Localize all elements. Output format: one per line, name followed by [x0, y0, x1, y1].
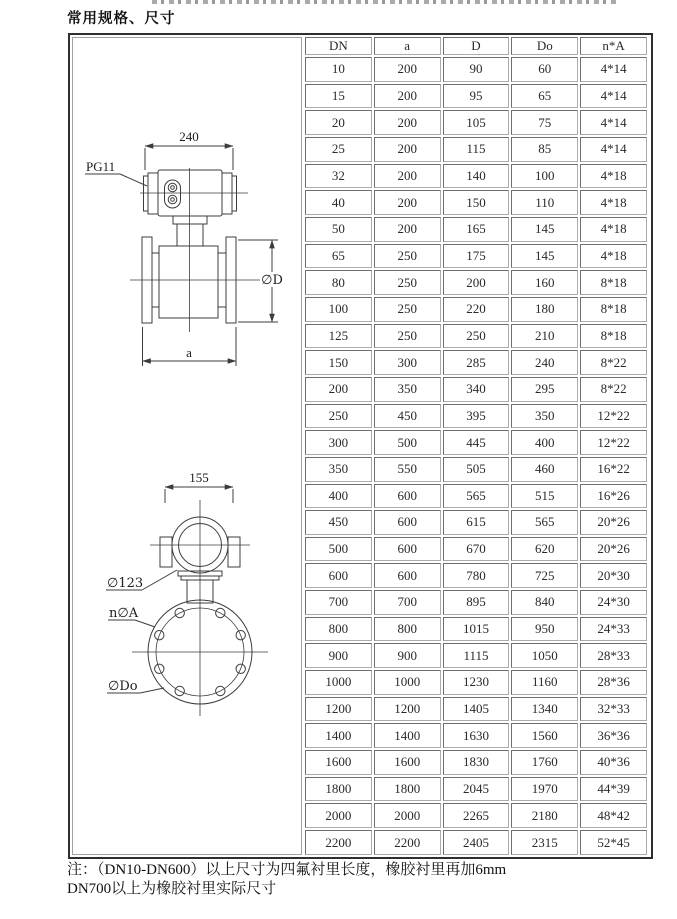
table-row [305, 643, 647, 668]
table-cell: 200 [374, 137, 441, 162]
table-cell: 350 [305, 457, 372, 482]
table-row [305, 510, 647, 535]
table-cell: 4*18 [580, 244, 647, 269]
table-row [305, 217, 647, 242]
table-cell: 250 [374, 324, 441, 349]
table-cell: 670 [443, 537, 510, 562]
table-cell: 250 [305, 404, 372, 429]
table-cell: 20*26 [580, 537, 647, 562]
table-cell: 1050 [511, 643, 578, 668]
table-cell: 900 [374, 643, 441, 668]
table-cell: 175 [443, 244, 510, 269]
table-cell: 300 [305, 430, 372, 455]
pg11-label: PG11 [86, 159, 116, 174]
table-row [305, 457, 647, 482]
table-cell: 20 [305, 110, 372, 135]
table-cell: 40*36 [580, 750, 647, 775]
table-cell: 24*30 [580, 590, 647, 615]
table-row [305, 803, 647, 828]
table-cell: 700 [305, 590, 372, 615]
table-cell: 300 [374, 350, 441, 375]
col-header-d: D [443, 37, 510, 55]
table-cell: 2315 [511, 830, 578, 855]
table-cell: 800 [374, 617, 441, 642]
table-cell: 600 [374, 510, 441, 535]
dim-length-a-label: a [186, 345, 192, 360]
converter-dia-label: ∅123 [107, 576, 144, 591]
table-cell: 80 [305, 270, 372, 295]
table-cell: 200 [374, 57, 441, 82]
table-row [305, 617, 647, 642]
table-cell: 1800 [374, 777, 441, 802]
note-line-2: DN700以上为橡胶衬里实际尺寸 [67, 881, 277, 897]
table-cell: 700 [374, 590, 441, 615]
table-cell: 12*22 [580, 404, 647, 429]
table-cell: 1200 [305, 697, 372, 722]
table-cell: 1230 [443, 670, 510, 695]
clipped-title-remnant [152, 0, 620, 4]
table-cell: 95 [443, 84, 510, 109]
cable-gland-icon [168, 195, 177, 204]
table-cell: 780 [443, 563, 510, 588]
bolt-circle-label: ∅Do [108, 679, 138, 694]
table-cell: 4*18 [580, 217, 647, 242]
table-cell: 200 [374, 190, 441, 215]
table-cell: 20*26 [580, 510, 647, 535]
table-cell: 90 [443, 57, 510, 82]
table-cell: 250 [443, 324, 510, 349]
table-cell: 4*14 [580, 137, 647, 162]
side-view-drawing [85, 129, 283, 366]
table-cell: 145 [511, 244, 578, 269]
spec-table-body [305, 57, 647, 855]
table-row [305, 110, 647, 135]
table-row [305, 830, 647, 855]
table-cell: 550 [374, 457, 441, 482]
table-cell: 400 [511, 430, 578, 455]
table-row [305, 84, 647, 109]
table-cell: 8*18 [580, 324, 647, 349]
table-cell: 2405 [443, 830, 510, 855]
table-cell: 340 [443, 377, 510, 402]
table-row [305, 430, 647, 455]
table-cell: 450 [374, 404, 441, 429]
table-cell: 800 [305, 617, 372, 642]
table-cell: 1760 [511, 750, 578, 775]
table-cell: 32*33 [580, 697, 647, 722]
table-cell: 600 [305, 563, 372, 588]
table-cell: 4*14 [580, 57, 647, 82]
table-cell: 460 [511, 457, 578, 482]
table-cell: 60 [511, 57, 578, 82]
table-cell: 1830 [443, 750, 510, 775]
table-cell: 25 [305, 137, 372, 162]
table-row [305, 297, 647, 322]
table-cell: 1400 [305, 723, 372, 748]
table-row [305, 723, 647, 748]
flowmeter-drawings [70, 35, 303, 853]
table-cell: 295 [511, 377, 578, 402]
table-cell: 1115 [443, 643, 510, 668]
table-cell: 200 [374, 84, 441, 109]
table-cell: 200 [443, 270, 510, 295]
table-cell: 165 [443, 217, 510, 242]
spec-table [303, 35, 649, 857]
table-cell: 1200 [374, 697, 441, 722]
table-cell: 1015 [443, 617, 510, 642]
table-cell: 2000 [374, 803, 441, 828]
table-cell: 950 [511, 617, 578, 642]
table-cell: 150 [305, 350, 372, 375]
table-cell: 100 [305, 297, 372, 322]
table-cell: 350 [374, 377, 441, 402]
table-cell: 110 [511, 190, 578, 215]
table-cell: 840 [511, 590, 578, 615]
table-cell: 600 [374, 484, 441, 509]
table-cell: 8*18 [580, 270, 647, 295]
table-cell: 1630 [443, 723, 510, 748]
table-cell: 600 [374, 537, 441, 562]
table-cell: 40 [305, 190, 372, 215]
table-cell: 2200 [374, 830, 441, 855]
table-cell: 350 [511, 404, 578, 429]
table-cell: 50 [305, 217, 372, 242]
table-cell: 15 [305, 84, 372, 109]
cable-gland-icon [168, 183, 177, 192]
table-cell: 615 [443, 510, 510, 535]
table-cell: 36*36 [580, 723, 647, 748]
bolt-holes-label: n∅A [109, 606, 139, 621]
table-cell: 1400 [374, 723, 441, 748]
table-cell: 1600 [305, 750, 372, 775]
table-row [305, 750, 647, 775]
table-row [305, 324, 647, 349]
table-cell: 20*30 [580, 563, 647, 588]
table-row [305, 137, 647, 162]
table-cell: 4*14 [580, 110, 647, 135]
table-cell: 32 [305, 164, 372, 189]
table-row [305, 270, 647, 295]
col-header-do: Do [511, 37, 578, 55]
table-cell: 1600 [374, 750, 441, 775]
table-cell: 75 [511, 110, 578, 135]
table-cell: 125 [305, 324, 372, 349]
table-cell: 200 [305, 377, 372, 402]
table-row [305, 537, 647, 562]
table-cell: 450 [305, 510, 372, 535]
table-cell: 900 [305, 643, 372, 668]
table-cell: 4*14 [580, 84, 647, 109]
table-cell: 8*22 [580, 350, 647, 375]
table-cell: 725 [511, 563, 578, 588]
table-cell: 565 [511, 510, 578, 535]
table-cell: 565 [443, 484, 510, 509]
table-cell: 12*22 [580, 430, 647, 455]
table-cell: 28*36 [580, 670, 647, 695]
table-row [305, 590, 647, 615]
table-cell: 210 [511, 324, 578, 349]
table-row [305, 563, 647, 588]
table-cell: 4*18 [580, 164, 647, 189]
table-cell: 16*26 [580, 484, 647, 509]
table-cell: 24*33 [580, 617, 647, 642]
table-cell: 250 [374, 297, 441, 322]
table-row [305, 57, 647, 82]
table-row [305, 404, 647, 429]
bolt-holes-leader [108, 620, 155, 627]
table-cell: 895 [443, 590, 510, 615]
table-row [305, 484, 647, 509]
table-cell: 2200 [305, 830, 372, 855]
table-cell: 4*18 [580, 190, 647, 215]
note-line-1: 注：（DN10-DN600）以上尺寸为四氟衬里长度，橡胶衬里再加6mm [67, 862, 507, 878]
converter-housing [140, 170, 248, 216]
table-cell: 220 [443, 297, 510, 322]
table-cell: 1000 [305, 670, 372, 695]
table-cell: 145 [511, 217, 578, 242]
table-cell: 150 [443, 190, 510, 215]
table-cell: 445 [443, 430, 510, 455]
table-cell: 500 [305, 537, 372, 562]
table-cell: 100 [511, 164, 578, 189]
section-title: 常用规格、尺寸 [67, 11, 176, 27]
table-cell: 2000 [305, 803, 372, 828]
table-cell: 8*18 [580, 297, 647, 322]
spec-figure [68, 33, 653, 859]
table-cell: 620 [511, 537, 578, 562]
table-cell: 16*22 [580, 457, 647, 482]
table-cell: 285 [443, 350, 510, 375]
table-cell: 500 [374, 430, 441, 455]
table-cell: 1160 [511, 670, 578, 695]
table-cell: 1560 [511, 723, 578, 748]
pg11-leader [85, 174, 147, 186]
dim-flange-diameter-label: ∅D [261, 273, 283, 288]
dim-155-label: 155 [189, 470, 209, 485]
table-cell: 140 [443, 164, 510, 189]
table-cell: 65 [305, 244, 372, 269]
dim-240 [145, 146, 233, 170]
table-cell: 65 [511, 84, 578, 109]
dim-240-label: 240 [179, 129, 199, 144]
table-cell: 250 [374, 244, 441, 269]
sensor-body [130, 237, 260, 323]
table-cell: 115 [443, 137, 510, 162]
table-cell: 180 [511, 297, 578, 322]
table-cell: 48*42 [580, 803, 647, 828]
table-cell: 600 [374, 563, 441, 588]
table-cell: 200 [374, 110, 441, 135]
table-row [305, 190, 647, 215]
table-row [305, 164, 647, 189]
table-cell: 2180 [511, 803, 578, 828]
table-cell: 1405 [443, 697, 510, 722]
table-cell: 200 [374, 164, 441, 189]
table-row [305, 350, 647, 375]
table-cell: 28*33 [580, 643, 647, 668]
dim-155 [165, 487, 233, 503]
converter-neck [173, 216, 207, 246]
col-header-dn: DN [305, 37, 372, 55]
table-cell: 44*39 [580, 777, 647, 802]
col-header-nxa: n*A [580, 37, 647, 55]
col-header-a: a [374, 37, 441, 55]
table-row [305, 670, 647, 695]
table-cell: 200 [374, 217, 441, 242]
table-cell: 1000 [374, 670, 441, 695]
table-cell: 505 [443, 457, 510, 482]
table-cell: 52*45 [580, 830, 647, 855]
table-cell: 85 [511, 137, 578, 162]
table-cell: 8*22 [580, 377, 647, 402]
table-cell: 515 [511, 484, 578, 509]
table-cell: 395 [443, 404, 510, 429]
front-view-drawing [106, 470, 268, 716]
table-row [305, 244, 647, 269]
table-cell: 1340 [511, 697, 578, 722]
table-cell: 105 [443, 110, 510, 135]
table-cell: 240 [511, 350, 578, 375]
table-cell: 10 [305, 57, 372, 82]
table-header-row [305, 37, 647, 55]
table-row [305, 377, 647, 402]
table-row [305, 777, 647, 802]
table-cell: 1800 [305, 777, 372, 802]
table-cell: 250 [374, 270, 441, 295]
spec-table-wrap [303, 35, 649, 857]
table-cell: 400 [305, 484, 372, 509]
table-cell: 1970 [511, 777, 578, 802]
table-cell: 160 [511, 270, 578, 295]
table-row [305, 697, 647, 722]
table-cell: 2045 [443, 777, 510, 802]
table-cell: 2265 [443, 803, 510, 828]
